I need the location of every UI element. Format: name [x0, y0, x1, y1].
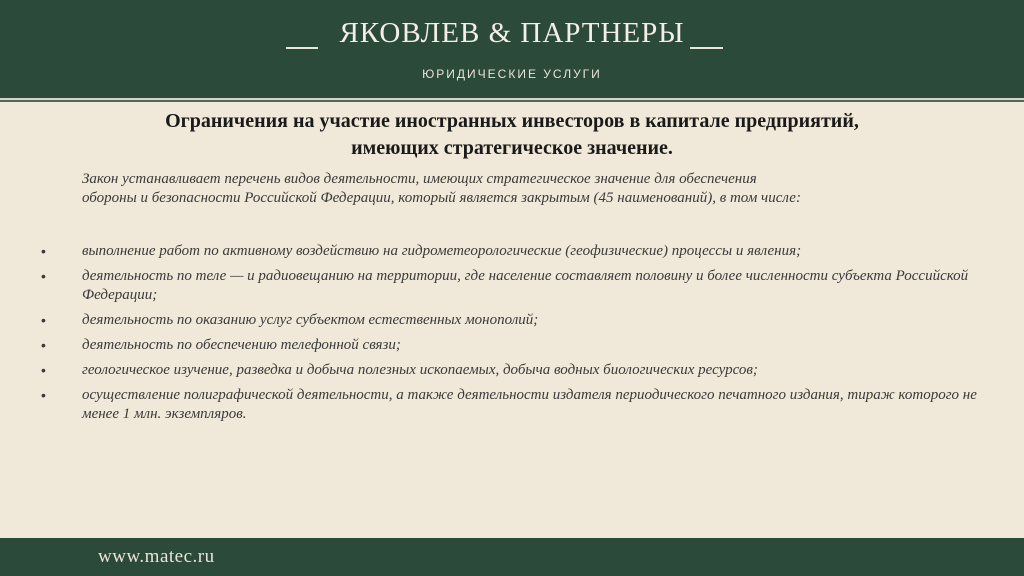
- list-item-text: деятельность по теле — и радиовещанию на территории, где население составляет половину и более численности субъекта Российской Федерации;: [82, 268, 969, 303]
- list-item: [0, 242, 1024, 261]
- slide-title-line-2: имеющих стратегическое значение.: [351, 137, 673, 159]
- logo-title: ЯКОВЛЕВ & ПАРТНЕРЫ: [339, 17, 685, 49]
- bullet-icon: •: [41, 337, 46, 353]
- list-item: [0, 336, 1024, 355]
- company-logo: [0, 0, 1024, 98]
- list-item-text: деятельность по оказанию услуг субъектом естественных монополий;: [82, 312, 539, 328]
- list-item: [0, 311, 1024, 330]
- slide-content: [0, 102, 1024, 538]
- list-item-text: осуществление полиграфической деятельности, а также деятельности издателя периодического печатного издания, тираж которого не менее 1 млн. экземпляров.: [82, 387, 977, 422]
- list-item: [0, 361, 1024, 380]
- logo-underline-right: [690, 47, 723, 49]
- slide-title: [60, 108, 964, 162]
- footer-bar: [0, 538, 1024, 576]
- bullet-icon: •: [41, 387, 46, 403]
- bullet-icon: •: [41, 362, 46, 378]
- list-item-text: выполнение работ по активному воздействию на гидрометеорологические (геофизические) процессы и явления;: [82, 243, 802, 259]
- list-item: [0, 267, 1024, 305]
- list-item-text: деятельность по обеспечению телефонной связи;: [82, 337, 401, 353]
- intro-line-1: Закон устанавливает перечень видов деятельности, имеющих стратегическое значение для обеспечения: [82, 171, 757, 187]
- bullet-icon: •: [41, 312, 46, 328]
- list-item-text: геологическое изучение, разведка и добыча полезных ископаемых, добыча водных биологических ресурсов;: [82, 362, 758, 378]
- intro-paragraph: [82, 170, 982, 208]
- website-link[interactable]: www.matec.ru: [98, 546, 215, 567]
- bullet-icon: •: [41, 243, 46, 259]
- list-item: [0, 386, 1024, 424]
- header-bar: [0, 0, 1024, 98]
- intro-line-2: обороны и безопасности Российской Федерации, который является закрытым (45 наименований), в том числе:: [82, 190, 801, 206]
- bullet-icon: •: [41, 268, 46, 284]
- slide-title-line-1: Ограничения на участие иностранных инвесторов в капитале предприятий,: [165, 110, 859, 132]
- logo-subtitle: ЮРИДИЧЕСКИЕ УСЛУГИ: [422, 67, 602, 81]
- bullet-list: [0, 242, 1024, 430]
